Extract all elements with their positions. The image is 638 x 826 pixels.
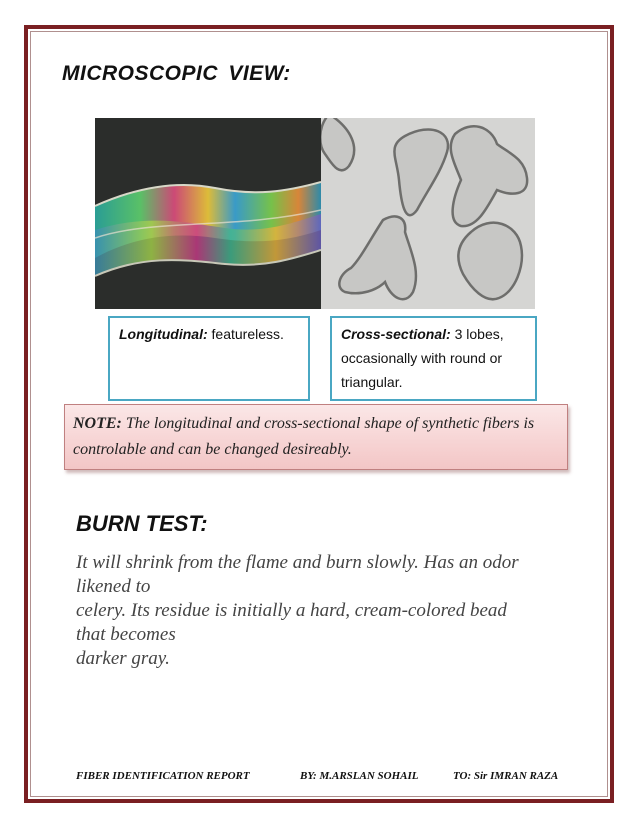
longitudinal-term: Longitudinal:	[119, 326, 208, 342]
microscopic-view-heading: MICROSCOPIC VIEW:	[62, 62, 291, 85]
burn-test-line: darker gray.	[76, 648, 170, 669]
footer-recipient: TO: Sir IMRAN RAZA	[453, 770, 559, 782]
burn-test-description	[76, 551, 566, 671]
cross-sectional-caption	[330, 316, 537, 401]
longitudinal-micrograph	[95, 118, 321, 309]
cross-section-micrograph	[321, 118, 535, 309]
burn-test-line: likened to	[76, 576, 151, 597]
footer-author: BY: M.ARSLAN SOHAIL	[300, 770, 419, 782]
cross-sectional-description: 3 lobes, occasionally with round or triangular.	[341, 326, 504, 390]
burn-test-line: that becomes	[76, 624, 176, 645]
burn-test-heading: BURN TEST:	[76, 511, 208, 536]
note-label: NOTE:	[73, 415, 122, 432]
note-box	[64, 404, 568, 470]
longitudinal-description: featureless.	[207, 326, 284, 342]
note-text: The longitudinal and cross-sectional shape of synthetic fibers is controlable and can be changed desireably.	[73, 415, 535, 458]
burn-test-line: It will shrink from the flame and burn slowly. Has an odor	[76, 552, 519, 573]
cross-sectional-term: Cross-sectional:	[341, 326, 451, 342]
longitudinal-caption	[108, 316, 310, 401]
burn-test-line: celery. Its residue is initially a hard, cream-colored bead	[76, 600, 507, 621]
footer-report-title: FIBER IDENTIFICATION REPORT	[76, 770, 250, 782]
